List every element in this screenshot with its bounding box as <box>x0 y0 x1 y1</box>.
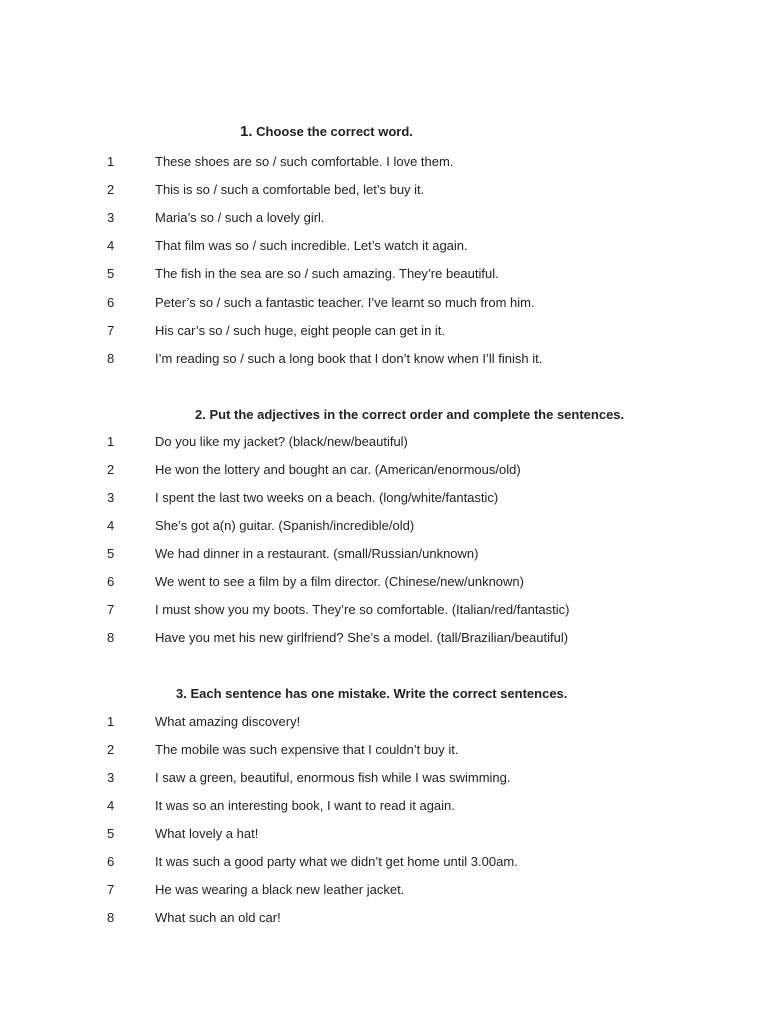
exercise-2-item <box>0 572 768 592</box>
item-number: 6 <box>107 854 115 869</box>
item-number: 3 <box>107 490 115 505</box>
exercise-1-item <box>0 208 768 228</box>
exercise-2-item <box>0 600 768 620</box>
exercise-2-number: 2. <box>195 407 206 422</box>
item-text: She’s got a(n) guitar. (Spanish/incredible/old) <box>155 518 415 533</box>
item-number: 5 <box>107 826 115 841</box>
item-text: Do you like my jacket? (black/new/beautiful) <box>155 434 408 449</box>
item-text: Maria’s so / such a lovely girl. <box>155 210 325 225</box>
exercise-3-item <box>0 824 768 844</box>
item-number: 5 <box>107 546 115 561</box>
item-number: 6 <box>107 574 115 589</box>
exercise-2-heading <box>0 405 768 425</box>
item-text: I must show you my boots. They’re so comfortable. (Italian/red/fantastic) <box>155 602 570 617</box>
exercise-3-heading <box>0 684 768 704</box>
item-number: 3 <box>107 210 115 225</box>
item-number: 6 <box>107 295 115 310</box>
item-text: This is so / such a comfortable bed, let’s buy it. <box>155 182 425 197</box>
item-number: 4 <box>107 518 115 533</box>
item-text: These shoes are so / such comfortable. I love them. <box>155 154 454 169</box>
item-text: The mobile was such expensive that I couldn’t buy it. <box>155 742 459 757</box>
item-number: 4 <box>107 238 115 253</box>
item-text: He won the lottery and bought an car. (American/enormous/old) <box>155 462 521 477</box>
item-text: I’m reading so / such a long book that I don’t know when I’ll finish it. <box>155 351 543 366</box>
exercise-2-item <box>0 628 768 648</box>
item-number: 7 <box>107 882 115 897</box>
item-text: We had dinner in a restaurant. (small/Russian/unknown) <box>155 546 479 561</box>
exercise-1-item <box>0 293 768 313</box>
exercise-2-title: Put the adjectives in the correct order and complete the sentences. <box>209 407 625 422</box>
exercise-1-heading <box>0 122 768 142</box>
item-number: 1 <box>107 434 115 449</box>
item-text: What amazing discovery! <box>155 714 301 729</box>
exercise-2-item <box>0 460 768 480</box>
item-text: We went to see a film by a film director. (Chinese/new/unknown) <box>155 574 524 589</box>
exercise-3-item <box>0 712 768 732</box>
item-text: I spent the last two weeks on a beach. (long/white/fantastic) <box>155 490 499 505</box>
exercise-1-item <box>0 349 768 369</box>
item-text: What such an old car! <box>155 910 281 925</box>
exercise-3-item <box>0 880 768 900</box>
exercise-3-item <box>0 852 768 872</box>
item-number: 1 <box>107 154 115 169</box>
item-number: 2 <box>107 182 115 197</box>
item-text: The fish in the sea are so / such amazing. They’re beautiful. <box>155 266 499 281</box>
exercise-3-item <box>0 740 768 760</box>
exercise-2-item <box>0 488 768 508</box>
item-number: 3 <box>107 770 115 785</box>
item-text: His car’s so / such huge, eight people can get in it. <box>155 323 446 338</box>
exercise-3-item <box>0 796 768 816</box>
item-number: 1 <box>107 714 115 729</box>
exercise-2-item <box>0 432 768 452</box>
item-number: 2 <box>107 742 115 757</box>
item-text: Have you met his new girlfriend? She’s a model. (tall/Brazilian/beautiful) <box>155 630 569 645</box>
item-number: 5 <box>107 266 115 281</box>
exercise-3-item <box>0 908 768 928</box>
item-text: That film was so / such incredible. Let’s watch it again. <box>155 238 468 253</box>
item-number: 8 <box>107 910 115 925</box>
exercise-1-item <box>0 264 768 284</box>
item-text: I saw a green, beautiful, enormous fish while I was swimming. <box>155 770 511 785</box>
exercise-1-item <box>0 321 768 341</box>
item-number: 4 <box>107 798 115 813</box>
exercise-3-title: Each sentence has one mistake. Write the correct sentences. <box>190 686 568 701</box>
item-number: 8 <box>107 630 115 645</box>
exercise-1-number: 1. <box>240 123 253 140</box>
exercise-3-item <box>0 768 768 788</box>
item-number: 2 <box>107 462 115 477</box>
item-text: It was such a good party what we didn’t get home until 3.00am. <box>155 854 518 869</box>
item-text: What lovely a hat! <box>155 826 259 841</box>
item-text: It was so an interesting book, I want to read it again. <box>155 798 455 813</box>
exercise-1-item <box>0 152 768 172</box>
item-text: Peter’s so / such a fantastic teacher. I’ve learnt so much from him. <box>155 295 535 310</box>
item-number: 7 <box>107 602 115 617</box>
exercise-3-number: 3. <box>176 686 187 701</box>
exercise-2-item <box>0 516 768 536</box>
exercise-2-item <box>0 544 768 564</box>
exercise-1-item <box>0 236 768 256</box>
exercise-1-title: Choose the correct word. <box>256 124 413 139</box>
item-number: 7 <box>107 323 115 338</box>
item-number: 8 <box>107 351 115 366</box>
item-text: He was wearing a black new leather jacket. <box>155 882 405 897</box>
exercise-1-item <box>0 180 768 200</box>
